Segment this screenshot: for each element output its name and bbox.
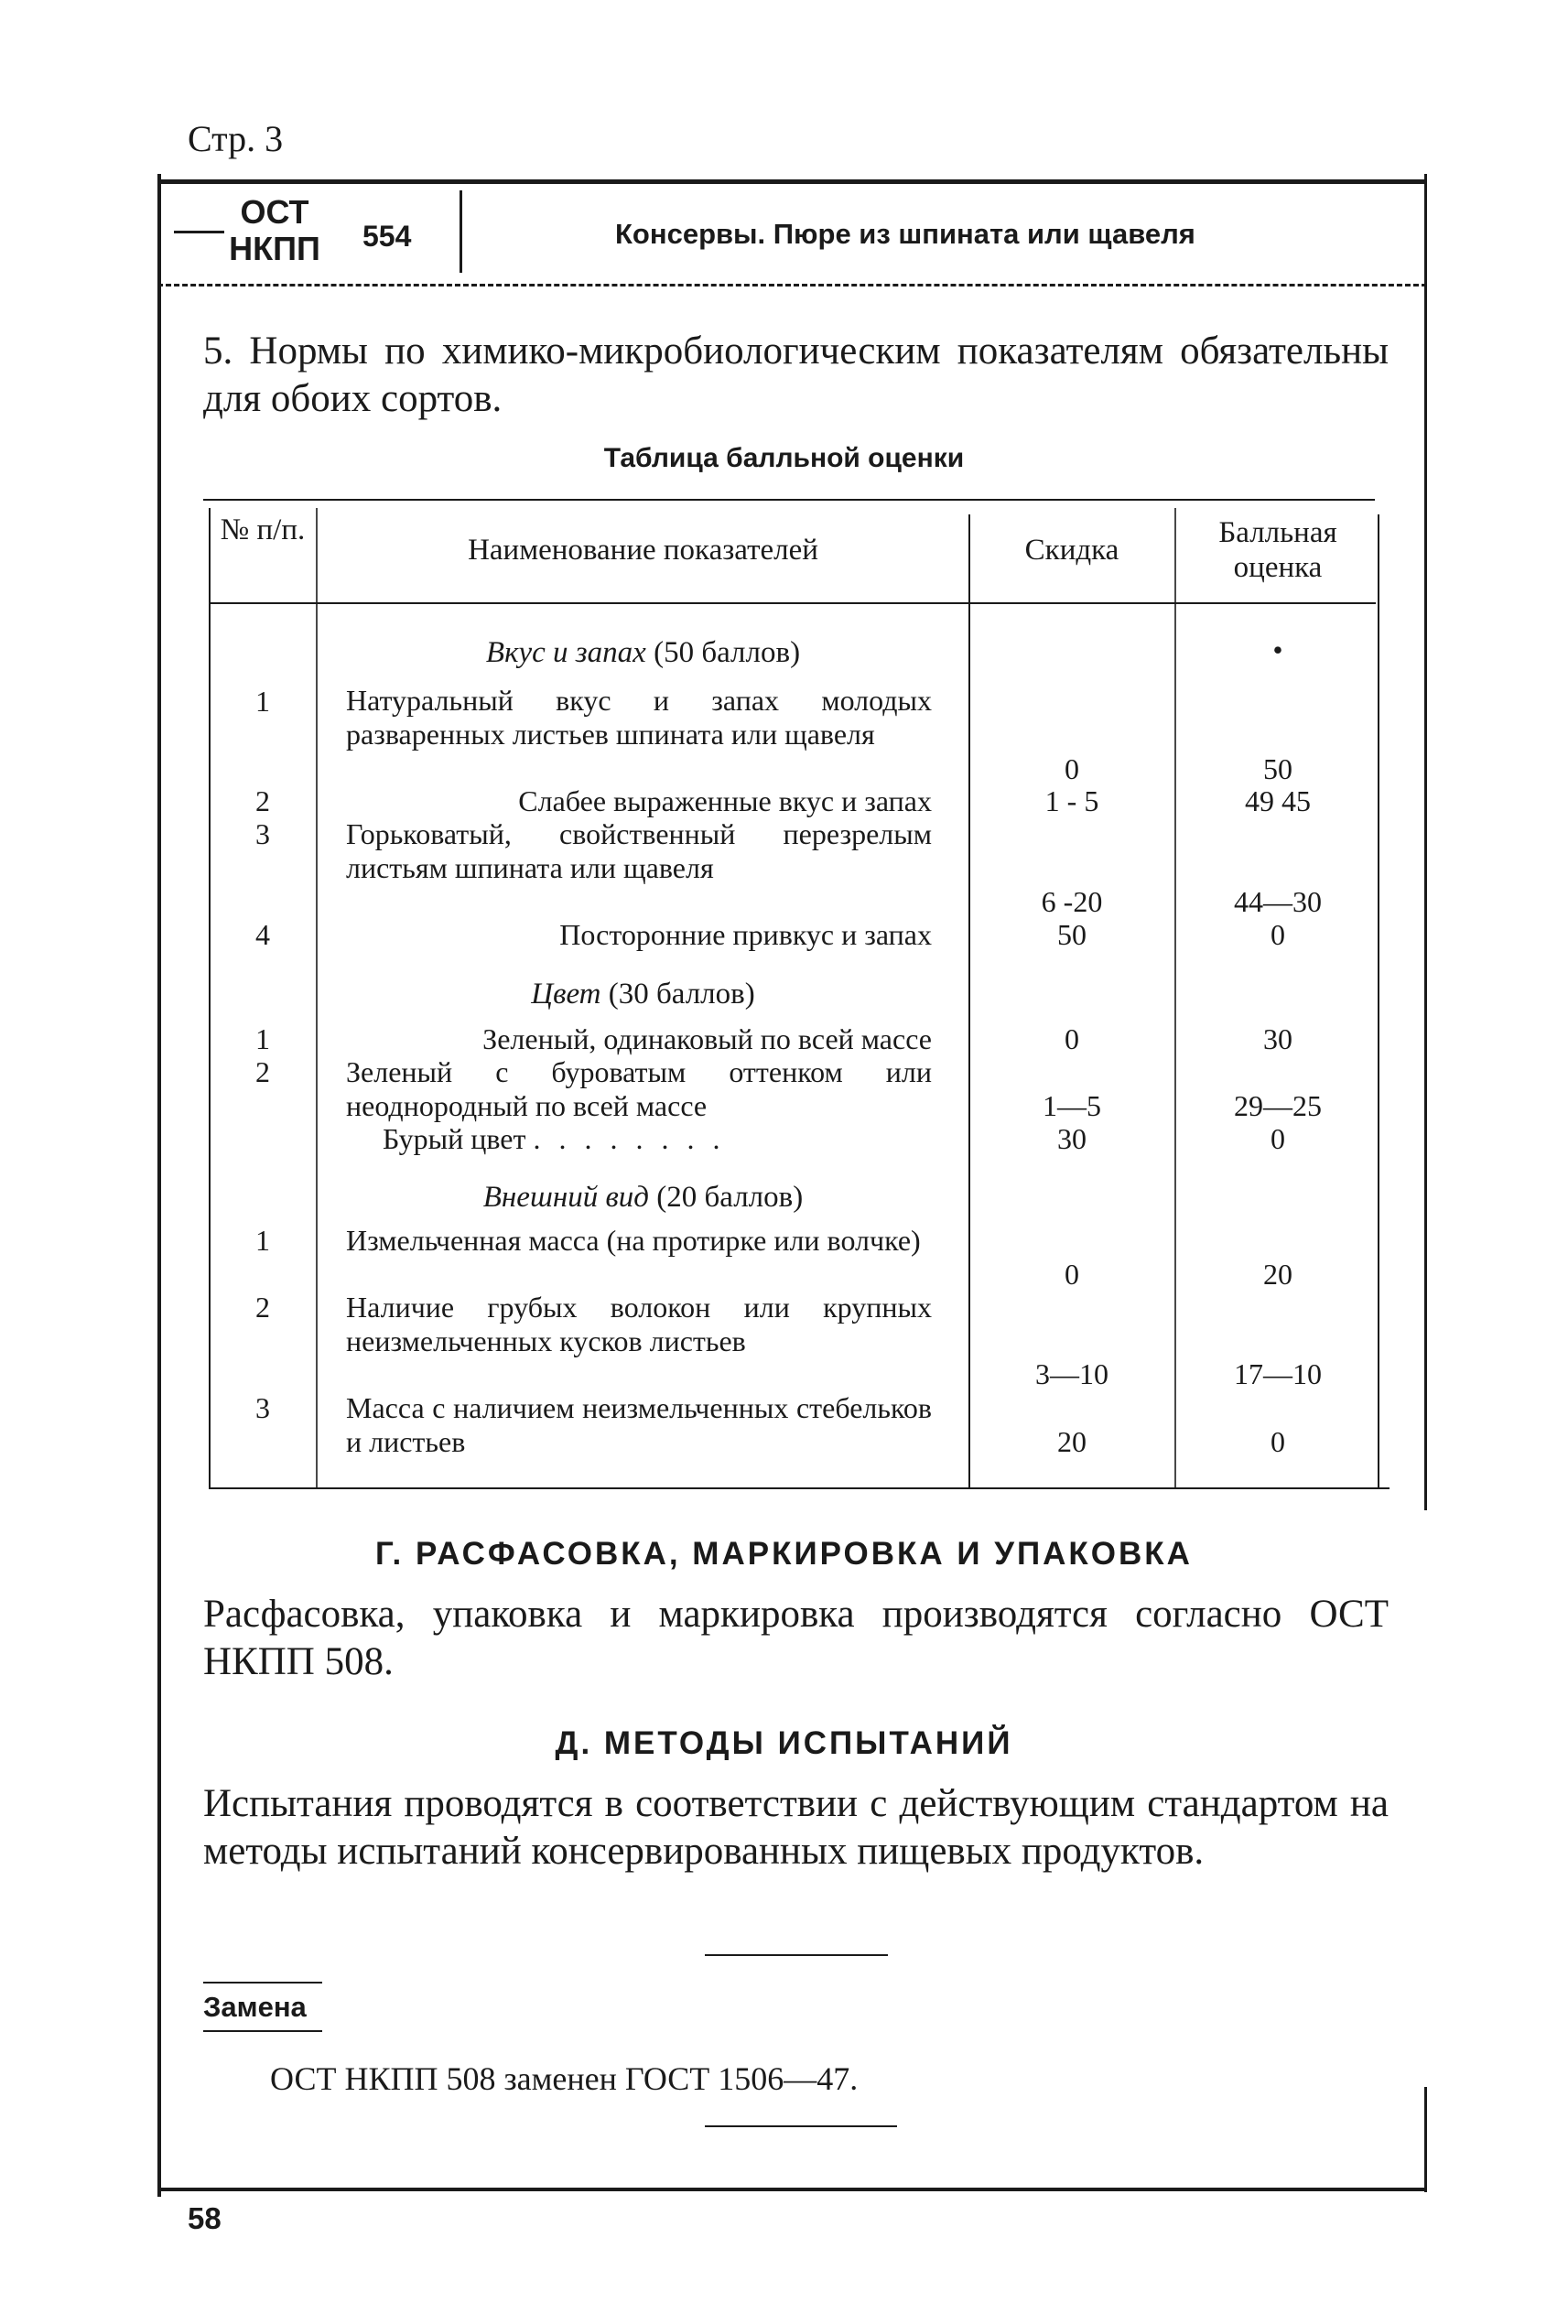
paragraph-5: 5. Нормы по химико-микробиологическим показателям обязательны для обоих сортов. <box>203 330 1389 420</box>
row-description <box>383 1122 932 1156</box>
column-header-number: № п/п. <box>220 513 306 546</box>
table-header-rule <box>209 602 1376 604</box>
row-discount: 30 <box>1057 1122 1087 1155</box>
leader-dots: . . . . . . . . <box>533 1122 726 1155</box>
row-discount: 20 <box>1057 1425 1087 1458</box>
section-title <box>320 978 966 1011</box>
standard-code <box>215 194 334 267</box>
section-title-points: (30 баллов) <box>608 978 755 1011</box>
separator-rule <box>705 1954 888 1956</box>
header-title: Консервы. Пюре из шпината или щавеля <box>615 218 1195 250</box>
row-score: 30 <box>1263 1022 1292 1055</box>
note-bottom-rule <box>203 2030 322 2032</box>
page-label: Стр. 3 <box>188 118 284 159</box>
right-frame-rule <box>1424 174 1427 1510</box>
table-col-rule-3 <box>1174 508 1176 1487</box>
row-score: 0 <box>1271 1425 1285 1458</box>
row-number: 1 <box>255 1224 270 1257</box>
row-discount: 1—5 <box>1043 1089 1101 1122</box>
note-top-rule <box>203 1982 322 1984</box>
standard-code-line2: НКПП <box>229 230 320 267</box>
page-number: 58 <box>188 2201 222 2235</box>
row-discount: 0 <box>1065 752 1079 785</box>
row-description-text: Бурый цвет <box>383 1122 526 1155</box>
column-header-score: Балльная оценка <box>1218 516 1337 584</box>
section-title <box>320 1181 966 1215</box>
section-title-points: (50 баллов) <box>654 636 801 669</box>
row-description: Зеленый, одинаковый по всей массе <box>482 1022 932 1055</box>
replacement-label: Замена <box>203 1991 307 2023</box>
section-d-heading: Д. МЕТОДЫ ИСПЫТАНИЙ <box>555 1725 1013 1761</box>
row-score: 29—25 <box>1234 1089 1322 1122</box>
section-title <box>320 636 966 670</box>
row-description: Наличие грубых волокон или крупных неизмельченных кусков листьев <box>346 1291 932 1357</box>
row-discount: 6 -20 <box>1041 885 1103 918</box>
row-discount: 3—10 <box>1035 1357 1108 1390</box>
header-separator <box>460 190 462 273</box>
row-number: 1 <box>255 1022 270 1055</box>
table-title: Таблица балльной оценки <box>603 443 965 473</box>
section-d-text: Испытания проводятся в соответствии с действующим стандартом на методы испытаний консервированных пищевых продуктов. <box>203 1782 1389 1873</box>
row-number: 2 <box>255 784 270 817</box>
row-score: 49 45 <box>1245 784 1311 817</box>
table-bottom-rule <box>209 1487 1390 1489</box>
row-description: Натуральный вкус и запах молодых разваренных листьев шпината или щавеля <box>346 684 932 751</box>
row-score: 44—30 <box>1234 885 1322 918</box>
section-title-italic: Вкус и запах <box>485 636 646 669</box>
row-discount: 0 <box>1065 1258 1079 1291</box>
row-score: 17—10 <box>1234 1357 1322 1390</box>
footer-rule <box>157 2188 1427 2191</box>
row-score: 50 <box>1263 752 1292 785</box>
section-title-points: (20 баллов) <box>656 1181 804 1214</box>
table-right-rule <box>1378 514 1379 1487</box>
header-top-rule <box>157 179 1427 184</box>
row-score: 0 <box>1271 918 1285 951</box>
row-number: 4 <box>255 918 270 951</box>
row-score: 20 <box>1263 1258 1292 1291</box>
standard-number: 554 <box>362 220 412 253</box>
row-number: 2 <box>255 1055 270 1088</box>
row-description: Посторонние привкус и запах <box>559 918 932 951</box>
column-header-name: Наименование показателей <box>468 534 818 567</box>
header-bottom-rule <box>157 284 1427 286</box>
section-g-text: Расфасовка, упаковка и маркировка производятся согласно ОСТ НКПП 508. <box>203 1593 1389 1683</box>
section-title-italic: Внешний вид <box>482 1181 649 1214</box>
row-description: Горьковатый, свойственный перезрелым листьям шпината или щавеля <box>346 817 932 884</box>
row-description: Масса с наличием неизмельченных стебельков и листьев <box>346 1391 932 1458</box>
standard-code-line1: ОСТ <box>240 193 309 231</box>
row-description: Слабее выраженные вкус и запах <box>518 784 932 817</box>
table-col-rule-1 <box>316 508 318 1487</box>
separator-rule-2 <box>705 2125 897 2127</box>
row-discount: 1 - 5 <box>1044 784 1099 817</box>
row-number: 3 <box>255 1391 270 1424</box>
standard-code-dash <box>174 231 224 233</box>
row-discount: 50 <box>1057 918 1087 951</box>
row-number: 3 <box>255 817 270 850</box>
row-score: 0 <box>1271 1122 1285 1155</box>
section-title-italic: Цвет <box>531 978 601 1011</box>
row-discount: 0 <box>1065 1022 1079 1055</box>
table-top-rule <box>203 499 1375 501</box>
table-col-rule-2 <box>968 514 970 1487</box>
left-frame-rule <box>157 174 161 2197</box>
section-g-heading: Г. РАСФАСОВКА, МАРКИРОВКА И УПАКОВКА <box>375 1536 1193 1572</box>
row-number: 2 <box>255 1291 270 1324</box>
replacement-text: ОСТ НКПП 508 заменен ГОСТ 1506—47. <box>270 2060 859 2097</box>
column-header-discount: Скидка <box>1024 534 1119 567</box>
row-number: 1 <box>255 685 270 718</box>
score-mark: • <box>1272 633 1283 666</box>
table-left-rule <box>209 508 211 1487</box>
row-description: Измельченная масса (на протирке или волчке) <box>346 1224 921 1257</box>
right-frame-rule-lower <box>1424 2087 1427 2192</box>
row-description: Зеленый с буроватым оттенком или неоднородный по всей массе <box>346 1055 932 1122</box>
